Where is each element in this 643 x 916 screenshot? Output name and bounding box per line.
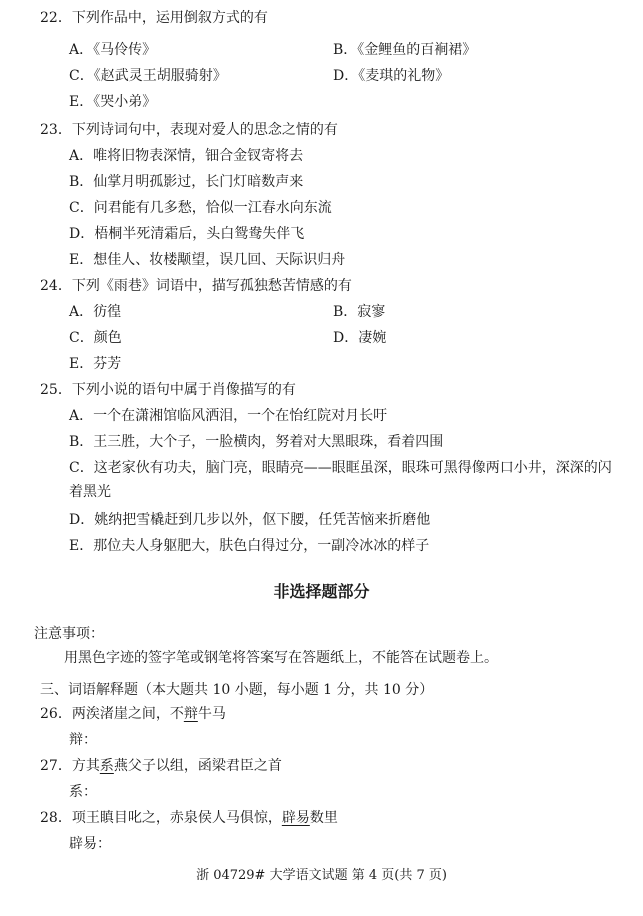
question-25-stem: 25．下列小说的语句中属于肖像描写的有 [40, 382, 296, 398]
q26-term: 辩 [183, 706, 198, 722]
notice-label: 注意事项： [34, 626, 104, 642]
question-24-stem: 24．下列《雨巷》词语中，描写孤独愁苦情感的有 [40, 278, 352, 294]
question-27-stem [40, 756, 282, 776]
q26-text-pre: 两涘渚崖之间，不 [71, 706, 184, 722]
q26-answer-label: 辩： [69, 732, 97, 748]
q27-text-pre: 方其 [71, 758, 100, 774]
q22-option-c: C．《赵武灵王胡服骑射》 [69, 68, 227, 84]
question-23-stem: 23．下列诗词句中，表现对爱人的思念之情的有 [40, 122, 338, 138]
q22-option-b: B．《金鲤鱼的百裥裙》 [333, 42, 477, 58]
q24-option-b: B．寂寥 [333, 304, 386, 320]
q28-text-post: 数里 [309, 810, 338, 826]
section-title: 非选择题部分 [273, 582, 370, 601]
q25-option-a: A．一个在潇湘馆临风洒泪，一个在怡红院对月长吁 [69, 408, 388, 424]
q23-option-a: A．唯将旧物表深情，钿合金钗寄将去 [69, 148, 304, 164]
question-26-stem [40, 704, 226, 724]
q27-answer-label: 系： [69, 784, 97, 800]
notice-text: 用黑色字迹的签字笔或钢笔将答案写在答题纸上，不能答在试题卷上。 [64, 650, 498, 666]
q22-option-d: D．《麦琪的礼物》 [333, 68, 450, 84]
q28-number: 28． [40, 810, 72, 826]
q27-term: 系 [99, 758, 114, 774]
q27-text-post: 燕父子以组，函梁君臣之首 [113, 758, 282, 774]
q25-option-d: D．姚纳把雪橇赶到几步以外，伛下腰，任凭苦恼来折磨他 [69, 512, 431, 528]
q23-option-b: B．仙掌月明孤影过，长门灯暗数声来 [69, 174, 304, 190]
q25-option-b: B．王三胜，大个子，一脸横肉，努着对大黑眼珠，看着四围 [69, 434, 444, 450]
q28-answer-label: 辟易： [69, 836, 111, 852]
question-22-stem: 22．下列作品中，运用倒叙方式的有 [40, 10, 268, 26]
q23-option-d: D．梧桐半死清霜后，头白鸳鸯失伴飞 [69, 226, 305, 242]
page-footer: 浙 04729# 大学语文试题 第 4 页(共 7 页) [196, 868, 447, 883]
q24-option-c: C．颜色 [69, 330, 122, 346]
q28-term: 辟易 [281, 810, 310, 826]
q23-option-c: C．问君能有几多愁，恰似一江春水向东流 [69, 200, 332, 216]
q22-option-e: E．《哭小弟》 [69, 94, 157, 110]
part3-heading: 三、词语解释题（本大题共 10 小题，每小题 1 分，共 10 分） [40, 682, 434, 698]
q23-option-e: E．想佳人、妆楼颙望，误几回、天际识归舟 [69, 252, 346, 268]
q22-option-a: A．《马伶传》 [69, 42, 157, 58]
q24-option-a: A．彷徨 [69, 304, 122, 320]
q25-option-e: E．那位夫人身躯肥大，肤色白得过分，一副冷冰冰的样子 [69, 538, 430, 554]
q24-option-d: D．凄婉 [333, 330, 387, 346]
question-28-stem [40, 808, 338, 828]
q26-text-post: 牛马 [197, 706, 226, 722]
q25-option-c: C．这老家伙有功夫，脑门亮，眼睛亮——眼眶虽深，眼珠可黑得像两口小井，深深的闪着黑光 [69, 460, 612, 500]
q26-number: 26． [40, 706, 72, 722]
q28-text-pre: 项王瞋目叱之，赤泉侯人马俱惊， [71, 810, 282, 826]
q24-option-e: E．芬芳 [69, 356, 122, 372]
q27-number: 27． [40, 758, 72, 774]
